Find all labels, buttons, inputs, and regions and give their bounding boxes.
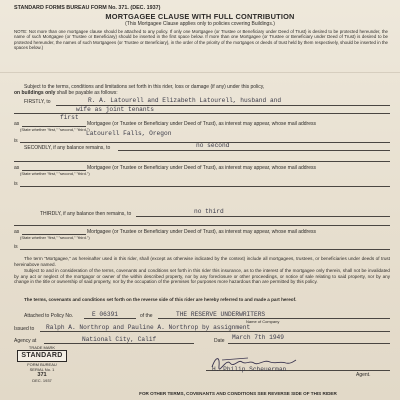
rule — [40, 331, 390, 332]
issued-label: Issued to — [14, 326, 35, 332]
rule — [20, 249, 390, 250]
rule — [118, 150, 390, 151]
date-label: Date — [214, 338, 225, 344]
stamp-brand: STANDARD — [17, 350, 66, 362]
firstly-priority: first — [60, 114, 79, 121]
intro-line: Subject to the terms, conditions and limitations set forth in this rider, loss or damage (if any) under this policy, — [24, 84, 265, 90]
rule — [136, 216, 390, 217]
rule — [84, 318, 136, 319]
attached-label: Attached to Policy No. — [24, 313, 74, 319]
firstly-is: is — [14, 138, 18, 144]
firstly-mortgagee-text: Mortgagee (or Trustee or Beneficiary under Deed of Trust), as interest may appear, whose mail address — [87, 121, 316, 127]
form-title: MORTGAGEE CLAUSE WITH FULL CONTRIBUTION — [105, 12, 295, 21]
secondly-is: is — [14, 181, 18, 187]
rule — [20, 186, 390, 187]
policy-number: E 06391 — [92, 311, 118, 318]
footer-note: FOR OTHER TERMS, COVENANTS AND CONDITIONS SEE REVERSE SIDE OF THIS RIDER — [139, 391, 337, 396]
secondly-state-note: (State whether "first," "second," "third.") — [20, 171, 90, 176]
company-caption: Name of Company — [246, 319, 280, 324]
form-subtitle: (This Mortgagee Clause applies only to policies covering Buildings.) — [125, 21, 275, 27]
thirdly-mortgagee-text: Mortgagee (or Trustee or Beneficiary under Deed of Trust), as interest may appear, whose mail address — [87, 229, 316, 235]
agent-typed-name: H. Philip Scheuerman — [212, 366, 287, 373]
thirdly-is: is — [14, 244, 18, 250]
stamp-number: 371 — [37, 372, 47, 378]
firstly-label: FIRSTLY, to — [24, 99, 51, 105]
intro-line-2 — [14, 90, 118, 96]
subject-paragraph: Subject to and in consideration of the terms, covenants and conditions set forth in this rider this insurance, as to the interest of the mortgagee only therein, shall not be invalidated by any act or neglect of the mortgagor or owner of the within described property, nor by any foreclosure or other proceedings, or notice of sale relating to said property, nor by any change in the title or ownership of said property, nor by the occupation of the premises for purposes more hazardous than are permitted by this policy. — [14, 268, 390, 285]
firstly-state-note: (State whether "first," "second," "third.") — [20, 127, 90, 132]
issued-to-value: Ralph A. Northrop and Pauline A. Northrop by assignment — [46, 324, 251, 331]
date-value: March 7th 1949 — [232, 334, 284, 341]
firstly-name-line-1: R. A. Latourell and Elizabeth Latourell, husband and — [88, 97, 282, 104]
rule — [14, 225, 390, 226]
stamp-line-2: SERIAL No. 1 — [29, 367, 55, 372]
payable-text: shall be payable as follows: — [56, 90, 118, 96]
agency-value: National City, Calif — [82, 336, 157, 343]
agent-label: Agent. — [356, 372, 371, 378]
form-number: STANDARD FORMS BUREAU FORM No. 371. (DEC. 1937) — [14, 5, 161, 11]
stamp-date: DEC. 1937 — [32, 378, 52, 383]
fold-line — [0, 72, 400, 73]
thirdly-as: as — [14, 229, 20, 235]
rule — [14, 161, 390, 162]
thirdly-value: no third — [194, 208, 224, 215]
secondly-value: no second — [196, 142, 230, 149]
standard-forms-stamp — [12, 345, 72, 397]
term-mortgagee-paragraph: The term "Mortgagee," as hereinafter used in this rider, shall (except as otherwise indicated by the context) include all mortgagees, trustees, or beneficiaries under deeds of trust hereinabove named. — [14, 256, 390, 267]
thirdly-state-note: (State whether "first," "second," "third.") — [20, 235, 90, 240]
firstly-name-line-2: wife as joint tenants — [76, 106, 154, 113]
thirdly-label: THIRDLY, if any balance then remains, to — [40, 211, 132, 217]
secondly-label: SECONDLY, if any balance remains, to — [24, 145, 111, 151]
rule — [228, 343, 390, 344]
firstly-as: as — [14, 121, 20, 127]
secondly-mortgagee-text: Mortgagee (or Trustee or Beneficiary under Deed of Trust), as interest may appear, whose mail address — [87, 165, 316, 171]
secondly-as: as — [14, 165, 20, 171]
company-name: THE RESERVE UNDERWRITERS — [176, 311, 266, 318]
rule — [44, 343, 194, 344]
reverse-side-note: The terms, covenants and conditions set forth on the reverse side of this rider are hereby referred to and made a part hereof. — [24, 297, 297, 302]
stamp-line-1: FORM BUREAU — [27, 362, 57, 367]
buildings-only-text: on buildings only — [14, 90, 56, 96]
stamp-trademark: TRADE MARK — [28, 345, 56, 350]
firstly-address: Latourell Falls, Oregon — [86, 130, 172, 137]
agency-label: Agency at — [14, 338, 37, 344]
of-the-label: of the — [140, 313, 153, 319]
instruction-note: NOTE: Not more than one mortgagee clause should be attached to any policy. If only one Mortgagee (or Trustee or Beneficiary under Deed of Trust) is desired to be protected hereunder, the name of such Mortgagee (or Trustee or Beneficiary) should be inserted in the first space below. If more than one Mortgagee (or Trustee or Beneficiary under Deed of Trust) is desired to be protected hereunder, the names of such Mortgagees (or Trustee or Beneficiary), in the order of the priority of the mortgages or deeds of trust held by them respectively, should be inserted in the spaces below.) — [14, 29, 388, 51]
